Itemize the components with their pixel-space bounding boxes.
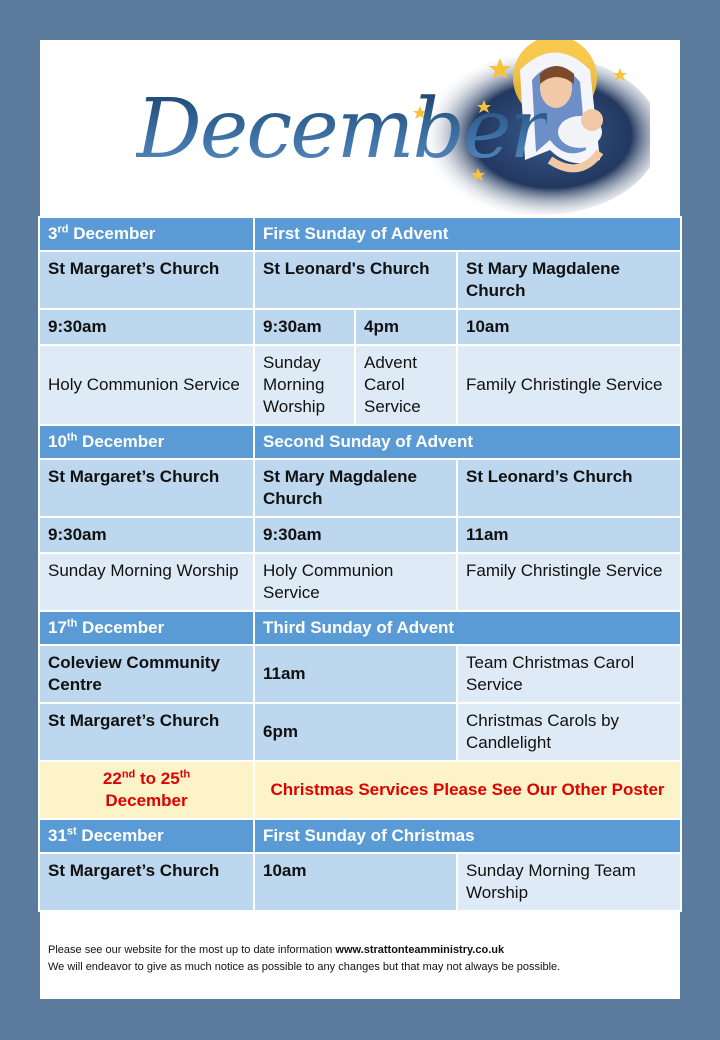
- week2-service1: Sunday Morning Worship: [39, 553, 254, 611]
- week3-row2-church: St Margaret’s Church: [39, 703, 254, 761]
- week1-service-row: [39, 345, 681, 425]
- week1-service2b: Advent Carol Service: [355, 345, 457, 425]
- week3-row2-time: 6pm: [254, 703, 457, 761]
- website-link[interactable]: www.strattonteamministry.co.uk: [335, 944, 505, 956]
- week4-date: 31st December: [39, 819, 254, 853]
- week3-row2: [39, 703, 681, 761]
- week4-time: 10am: [254, 853, 457, 911]
- footer-line2: We will endeavor to give as much notice as possible to any changes but that may not always be possible.: [48, 961, 561, 973]
- week2-header-row: [39, 425, 681, 459]
- week1-church1: St Margaret’s Church: [39, 251, 254, 309]
- service-schedule-table: [38, 216, 682, 912]
- week4-service: Sunday Morning Team Worship: [457, 853, 681, 911]
- week3-occasion: Third Sunday of Advent: [254, 611, 681, 645]
- week1-service2a: Sunday Morning Worship: [254, 345, 355, 425]
- week1-church3: St Mary Magdalene Church: [457, 251, 681, 309]
- week2-service2: Holy Communion Service: [254, 553, 457, 611]
- poster-header: [40, 40, 680, 217]
- week1-time2a: 9:30am: [254, 309, 355, 345]
- week1-service1: Holy Communion Service: [39, 345, 254, 425]
- week2-time-row: [39, 517, 681, 553]
- christmas-notice-row: [39, 761, 681, 819]
- week4-occasion: First Sunday of Christmas: [254, 819, 681, 853]
- week1-time-row: [39, 309, 681, 345]
- week2-occasion: Second Sunday of Advent: [254, 425, 681, 459]
- week2-church2: St Mary Magdalene Church: [254, 459, 457, 517]
- week3-row1: [39, 645, 681, 703]
- week3-row1-service: Team Christmas Carol Service: [457, 645, 681, 703]
- week2-time2: 9:30am: [254, 517, 457, 553]
- week3-header-row: [39, 611, 681, 645]
- week2-time3: 11am: [457, 517, 681, 553]
- week1-occasion: First Sunday of Advent: [254, 217, 681, 251]
- footer-note: [48, 942, 560, 976]
- week4-row: [39, 853, 681, 911]
- week2-service-row: [39, 553, 681, 611]
- week3-date: 17th December: [39, 611, 254, 645]
- week1-date: 3rd December: [39, 217, 254, 251]
- footer-line1: Please see our website for the most up to date information: [48, 944, 336, 956]
- christmas-message: Christmas Services Please See Our Other Poster: [254, 761, 681, 819]
- week1-time2b: 4pm: [355, 309, 457, 345]
- page-title: December: [136, 82, 547, 177]
- week1-church-row: [39, 251, 681, 309]
- week1-service3: Family Christingle Service: [457, 345, 681, 425]
- christmas-dates: 22nd to 25th December: [39, 761, 254, 819]
- week2-church-row: [39, 459, 681, 517]
- week2-time1: 9:30am: [39, 517, 254, 553]
- week4-church: St Margaret’s Church: [39, 853, 254, 911]
- week3-row2-service: Christmas Carols by Candlelight: [457, 703, 681, 761]
- week1-church2: St Leonard's Church: [254, 251, 457, 309]
- week1-time3: 10am: [457, 309, 681, 345]
- week3-row1-time: 11am: [254, 645, 457, 703]
- week1-time1: 9:30am: [39, 309, 254, 345]
- week2-church3: St Leonard’s Church: [457, 459, 681, 517]
- week2-date: 10th December: [39, 425, 254, 459]
- week4-header-row: [39, 819, 681, 853]
- week2-service3: Family Christingle Service: [457, 553, 681, 611]
- week3-row1-church: Coleview Community Centre: [39, 645, 254, 703]
- week1-header-row: [39, 217, 681, 251]
- poster-page: [40, 40, 680, 999]
- week2-church1: St Margaret’s Church: [39, 459, 254, 517]
